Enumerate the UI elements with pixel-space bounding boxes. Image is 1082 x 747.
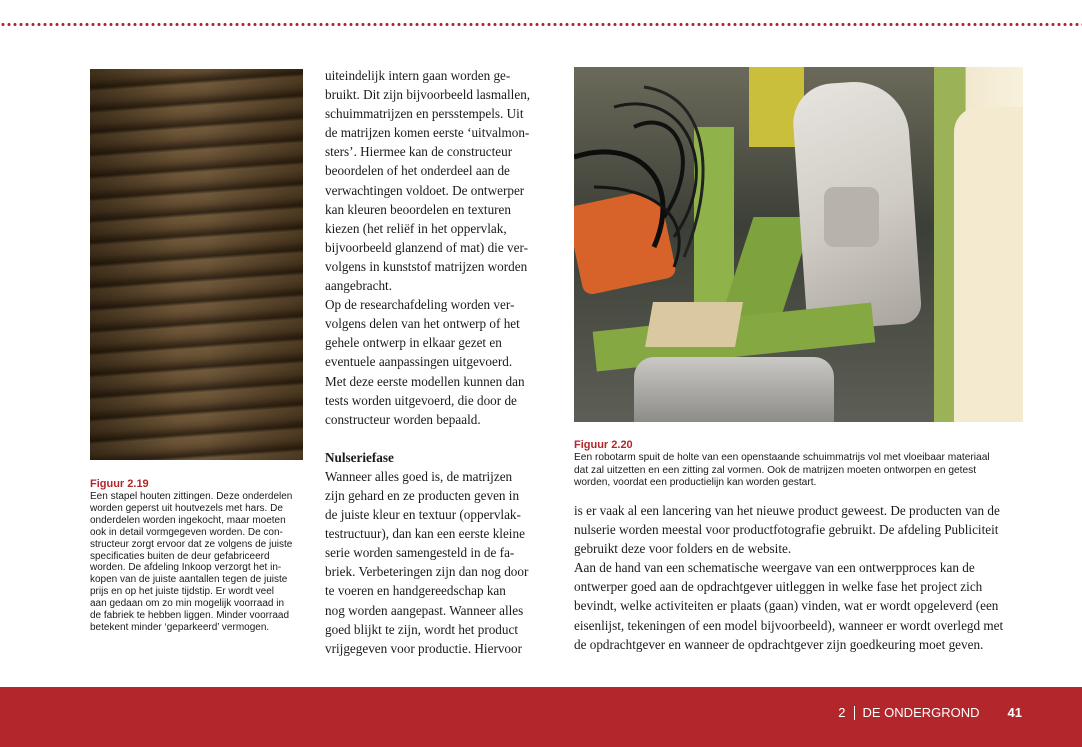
caption-line: onderdelen worden ingekocht, maar moeten [90, 514, 286, 526]
top-dotted-border [0, 22, 1082, 27]
caption-line: structeur zorgt ervoor dat ze volgens de juiste [90, 538, 293, 550]
photo-hoses [574, 67, 1023, 422]
page-number: 41 [1007, 705, 1022, 720]
figure-2-20-title: Figuur 2.20 [574, 439, 633, 451]
text-line: nog worden aangepast. Wanneer alles [325, 602, 524, 618]
text-line: vrijgegeven voor productie. Hiervoor [325, 640, 523, 656]
footer-chapter [838, 705, 1022, 720]
text-line: uiteindelijk intern gaan worden ge- [325, 68, 511, 83]
text-line: Aan de hand van een schematische weergave van een ontwerpproces kan de [574, 560, 975, 576]
text-line: gebruikt deze voor folders en de website. [574, 541, 792, 557]
text-line: verwachtingen voldoet. De ontwerper [325, 182, 525, 198]
text-line: kan kleuren beoordelen en texturen [325, 201, 512, 217]
section-heading: Nulseriefase [325, 449, 394, 465]
text-line: eisenlijst, tekeningen of een model bijvoorbeeld), wanneer er wordt overlegd met [574, 617, 1004, 633]
chapter-title: DE ONDERGROND [862, 705, 980, 720]
text-line: goed blijkt te zijn, wordt het product [325, 621, 519, 637]
text-line: volgens delen van het ontwerp of het [325, 316, 520, 332]
text-line: bijvoorbeeld glanzend of mat) die ver- [325, 239, 528, 255]
caption-line: aan gedaan om zo min mogelijk voorraad in [90, 598, 284, 610]
caption-line: dat zal uitzetten en een zitting zal vormen. Ook de matrijzen moeten ontworpen en getest [574, 464, 977, 476]
figure-2-20-caption [574, 439, 1024, 490]
caption-line: Een robotarm spuit de holte van een openstaande schuimmatrijs vol met vloeibaar materiaal [574, 452, 990, 463]
middle-text-column [325, 66, 540, 658]
text-line: ontwerper goed aan de opdrachtgever uitleggen in welke fase het project zich [574, 579, 983, 595]
caption-line: worden geperst uit houtvezels met hars. De [90, 502, 283, 514]
caption-line: prijs en op het juiste tijdstip. Er wordt veel [90, 586, 274, 598]
text-line: de opdrachtgever en wanneer de opdrachtgever zijn goedkeuring moet geven. [574, 636, 984, 652]
text-line: sters’. Hiermee kan de constructeur [325, 144, 513, 160]
figure-2-19-caption [90, 478, 304, 634]
caption-line: betekent minder ‘geparkeerd’ vermogen. [90, 621, 270, 633]
chapter-number: 2 [838, 705, 846, 720]
text-line: te voeren en handgereedschap kan [325, 583, 506, 599]
paragraph [325, 295, 540, 429]
text-line: constructeur worden bepaald. [325, 411, 481, 427]
text-line: nulserie worden meestal voor productfotografie gebruikt. De afdeling Publiciteit [574, 522, 999, 538]
text-line: gehele ontwerp in elkaar gezet en [325, 335, 502, 351]
footer-separator [854, 706, 855, 720]
text-line: eventuele aanpassingen uitgevoerd. [325, 354, 513, 370]
text-line: briek. Verbeteringen zijn dan nog door [325, 564, 529, 580]
text-line: tests worden uitgevoerd, die door de [325, 392, 517, 408]
text-line: volgens in kunststof matrijzen worden [325, 258, 528, 274]
text-line: testructuur), dan kan een eerste kleine [325, 526, 525, 542]
text-line: beoordelen of het onderdeel aan de [325, 163, 510, 179]
text-line: Op de researchafdeling worden ver- [325, 297, 515, 313]
text-line: de juiste kleur en textuur (oppervlak- [325, 507, 521, 523]
caption-line: ook in detail vormgegeven worden. De con- [90, 526, 283, 538]
page-footer [0, 687, 1082, 747]
right-text-column [574, 501, 1024, 654]
text-line: kiezen (het reliëf in het oppervlak, [325, 220, 507, 236]
caption-line: de fabriek te hebben liggen. Minder voorraad [90, 610, 290, 622]
caption-line: worden. De afdeling Inkoop verzorgt het in- [90, 562, 282, 574]
text-line: bruikt. Dit zijn bijvoorbeeld lasmallen, [325, 87, 531, 103]
caption-line: Een stapel houten zittingen. Deze onderdelen [90, 491, 293, 502]
caption-line: kopen van de juiste aantallen tegen de juiste [90, 574, 288, 586]
paragraph [325, 467, 540, 658]
figure-2-19-photo [90, 69, 303, 460]
paragraph [325, 66, 540, 295]
text-line: bevindt, welke activiteiten er plaats (gaan) vinden, wat er wordt opgeleverd (een [574, 598, 999, 614]
text-line: schuimmatrijzen en persstempels. Uit [325, 106, 524, 122]
text-line: zijn gehard en ze producten geven in [325, 487, 520, 503]
figure-2-20-photo [574, 67, 1023, 422]
text-line: is er vaak al een lancering van het nieuwe product geweest. De producten van de [574, 503, 1000, 518]
photo-shading [90, 69, 303, 460]
figure-2-19-title: Figuur 2.19 [90, 478, 149, 490]
caption-line: specificaties buiten de deur gefabriceerd [90, 550, 270, 562]
text-line: serie worden samengesteld in de fa- [325, 545, 515, 561]
text-line: Met deze eerste modellen kunnen dan [325, 373, 525, 389]
text-line: aangebracht. [325, 278, 392, 294]
caption-line: worden, voordat een productielijn kan worden gestart. [574, 477, 817, 488]
text-line: de matrijzen komen eerste ‘uitvalmon- [325, 125, 530, 141]
text-line: Wanneer alles goed is, de matrijzen [325, 468, 513, 484]
